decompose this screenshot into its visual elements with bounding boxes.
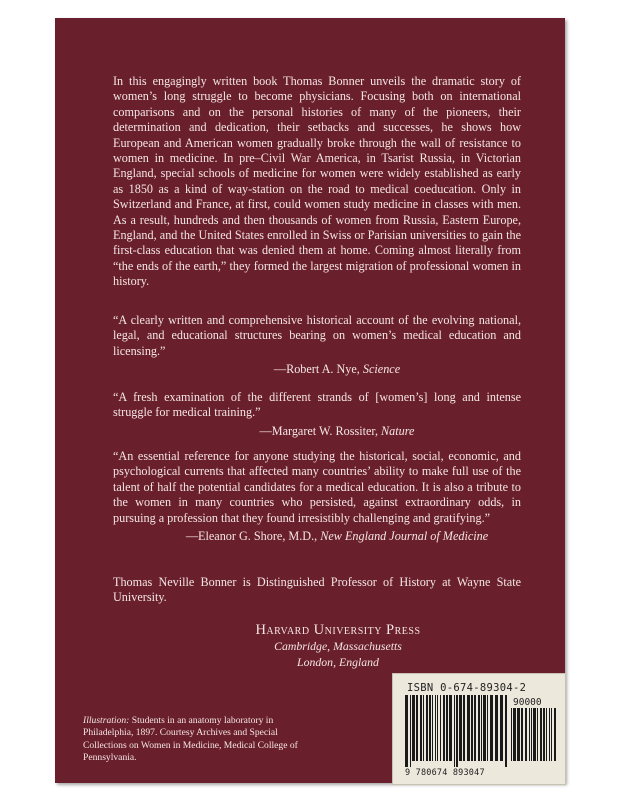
quote-source: New England Journal of Medicine [320,529,489,544]
quote-text: “A clearly written and comprehensive historical account of the evolving national, legal, and educational structures bearing on women’s medical education and licensing.” [113,313,521,358]
quote-attribution [113,424,521,439]
quote-author: —Margaret W. Rossiter, [259,423,382,438]
quote-author: —Eleanor G. Shore, M.D., [185,529,321,544]
quote-attribution [113,529,521,544]
publisher-city: Cambridge, Massachusetts [274,639,402,653]
quote-attribution [113,362,521,377]
illustration-caption: Students in an anatomy laboratory in Philadelphia, 1897. Courtesy Archives and Special Collections on Women in Medicine, Medical College of Pennsylvania. [83,715,298,764]
ean-number: 9 780674 893047 [405,768,485,778]
isbn-text: ISBN 0-674-89304-2 [407,682,527,694]
illustration-label: Illustration: [83,715,130,726]
publisher-city: London, England [297,655,379,669]
publisher-block [55,622,565,670]
quote-text: “An essential reference for anyone studying the historical, social, economic, and psychological currents that affected many countries’ ability to make full use of the talent of half the potential candidates for a medical education. It is also a tribute to the women in many countries who persisted, against extraordinary odds, in pursuing a profession that they found irresistibly challenging and gratifying.” [113,449,521,525]
description-paragraph: In this engagingly written book Thomas Bonner unveils the dramatic story of women’s long struggle to become physicians. Focusing both on international comparisons and on the personal histories of many of the pioneers, their determination and dedication, their setbacks and successes, he shows how European and American women gradually broke through the wall of resistance to women in medicine. In pre–Civil War America, in Tsarist Russia, in Victorian England, special schools of medicine for women were widely established as early as 1850 as a kind of way-station on the road to medical coeducation. Only in Switzerland and France, at first, could women study medicine in classes with men. As a result, hundreds and then thousands of women from Russia, Eastern Europe, England, and the United States enrolled in Swiss or Parisian universities to gain the first-class education that was denied them at home. Coming almost literally from “the ends of the earth,” they formed the largest migration of professional women in history. [113,74,521,289]
barcode-addon-icon [511,708,557,767]
review-quote [113,390,521,439]
review-quote [113,313,521,378]
barcode-label [392,673,566,785]
barcode-ean-icon [405,695,507,767]
publisher-name: Harvard University Press [255,622,421,638]
quote-source: Nature [381,423,415,438]
illustration-credit [83,715,313,765]
book-back-cover [55,18,565,783]
price-code: 90000 [513,697,542,708]
quote-author: —Robert A. Nye, [273,362,363,377]
review-quote [113,449,521,544]
quote-source: Science [362,362,401,377]
author-bio: Thomas Neville Bonner is Distinguished Professor of History at Wayne State University. [113,575,521,605]
quote-text: “A fresh examination of the different strands of [women’s] long and intense struggle for medical training.” [113,390,521,420]
